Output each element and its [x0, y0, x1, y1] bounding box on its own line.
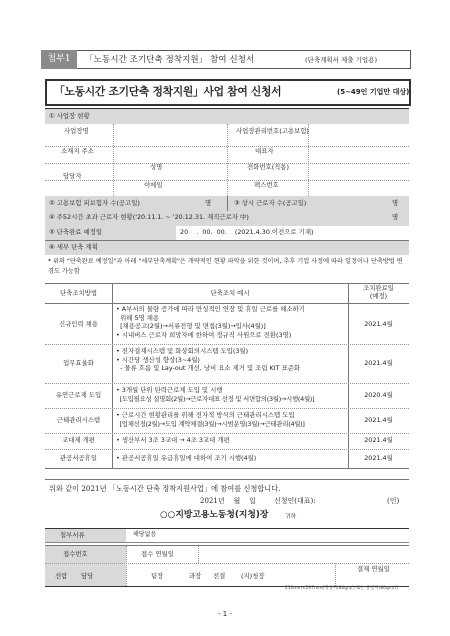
- insured-count-label: ② 고용보험 피보험자 수(공고일): [49, 199, 140, 207]
- receipt-date-label: 접수 연월일: [141, 550, 174, 558]
- section-business-status-title: ① 사업장 현황: [49, 112, 90, 120]
- fax-label: 팩스번호: [254, 181, 279, 189]
- plan-table: [45, 283, 409, 469]
- completion-date-label: ⑤ 단축완료 예정일: [49, 228, 103, 236]
- attachment-value: 해당없음: [133, 531, 157, 538]
- form-title-bar: [77, 50, 411, 69]
- insured-count-unit: 명: [205, 199, 212, 207]
- plan-row-examples: • 관공서공휴일 유급휴일에 대하여 조기 시행(4월): [116, 454, 257, 462]
- plan-row-examples: • 전자결재시스템 및 화상회의시스템 도입(3월) • 시간당 생산성 향상(3~4월) - 물류 흐름 및 Lay-out 개선, 낭비 요소 제거 및 조립 KIT 표준화: [116, 347, 301, 373]
- plan-row-examples: • A부서의 물량 증가에 따라 만성적인 연장 및 휴일 근로를 해소하기 위해 5명 채용 [채용공고(2월)→서류전형 및 면접(3월)→입사(4월)] • 시내버스 근로자 희망자에 한하여 정규직 사원으로 전환(3명): [116, 305, 305, 339]
- declaration-statement: 위와 같이 2021년 「노동시간 단축 정착지원사업」에 참여를 신청합니다.: [49, 484, 281, 493]
- paper-note: 210mm×297mm[백상지(80g/㎡) 또는 중질지(80g/㎡)]: [285, 586, 399, 591]
- plan-row-date: 2021.4월: [364, 359, 393, 367]
- plan-row-method: 근태관리시스템: [56, 416, 101, 424]
- plan-row-method: 유연근로제 도입: [55, 391, 102, 399]
- clerk-label: 선람: [55, 572, 68, 580]
- form-note: (단축계획서 제출 기업용): [305, 56, 377, 64]
- plan-row-date: 2021.4월: [364, 416, 393, 424]
- section-chief-label: 과장: [189, 572, 202, 580]
- plan-header-date: 조치완료일 (예정): [363, 284, 394, 301]
- attachment-tag-text: 첨부1: [47, 54, 71, 64]
- manager-label: 담당자: [63, 172, 82, 180]
- applicant-label: 신청인(대표):: [274, 497, 316, 505]
- manager-name-label: 성명: [150, 163, 163, 171]
- overtime-workers-unit: 명: [392, 213, 399, 221]
- plan-section-label: ⑥ 세부 단축 계획: [49, 243, 98, 251]
- section-plan: [45, 241, 409, 255]
- section-business-status: [45, 109, 409, 124]
- team-leader-label: 팀장: [151, 572, 164, 580]
- receipt-no-label: 접수번호: [63, 550, 88, 558]
- seal-mark: (인): [387, 497, 400, 505]
- plan-row-method: 관공서공휴일: [59, 454, 98, 462]
- plan-row-examples: • 근로시간 현황관리를 위해 전자적 방식의 근태관리시스템 도입 [업체선정(2월)→도입 계약체결(3월)→시범운영(3월)→근태관리(4월)]: [116, 411, 305, 428]
- plan-note: * 위의 "단축완료 예정일"과 아래 "세부단축계획"은 개략적인 현황 파악을 위한 것이며, 추후 기업 사정에 따라 일정이나 단축방법 변경도 가능함: [48, 258, 403, 275]
- overtime-workers-label: ④ 주52시간 초과 근로자 현황('20.11.1. ~ '20.12.31. 재직근로자 中): [49, 213, 249, 221]
- main-title-box: [45, 79, 411, 106]
- page-number: - 1 -: [218, 610, 232, 618]
- business-name-value[interactable]: [120, 127, 220, 137]
- receipt-block: [45, 545, 409, 587]
- business-reg-no-value[interactable]: [315, 127, 405, 137]
- plan-row-date: 2020.4월: [364, 391, 393, 399]
- regular-workers-label: ③ 상시 근로자 수(공고일): [234, 199, 307, 207]
- attachment-label: 첨부서류: [60, 531, 85, 539]
- regular-workers-unit: 명: [392, 199, 399, 207]
- plan-header-method: 단축조치방법: [59, 289, 98, 297]
- plan-row-method: 신규인력 채용: [58, 320, 99, 328]
- main-subtitle: (5~49인 기업만 대상): [337, 88, 410, 96]
- recipient-suffix: 귀하: [285, 514, 297, 520]
- business-reg-no-label: 사업장관리번호(고용보험): [236, 127, 309, 135]
- phone-label: 전화번호(직통): [247, 163, 290, 171]
- plan-row-date: 2021.4월: [364, 436, 393, 444]
- attachment-row: [45, 528, 409, 543]
- plan-row-method: 교대제 개편: [62, 436, 95, 444]
- approval-date-label: 결재 연월일: [357, 565, 390, 573]
- address-label: 소재지 주소: [61, 147, 94, 155]
- plan-row-examples: • 생산부서 3조 3교대 → 4조 3교대 개편: [116, 436, 230, 444]
- ceo-label: 대표자: [255, 147, 274, 155]
- decision-label: 전결: [213, 572, 226, 580]
- manager-email-label: 이메일: [144, 181, 163, 189]
- plan-header-examples: 단축조치 예시: [210, 289, 250, 297]
- plan-row-date: 2021.4월: [364, 320, 393, 328]
- main-title: 「노동시간 조기단축 정착지원」사업 참여 신청서: [54, 85, 282, 98]
- recipient: ○○지방고용노동청(지청)장: [160, 510, 269, 520]
- plan-row-date: 2021.4월: [364, 454, 393, 462]
- completion-date-value[interactable]: 20 . 00. 00. (2021.4.30.이전으로 기재): [180, 228, 314, 236]
- business-name-label: 사업장명: [64, 127, 89, 135]
- form-title: 「노동시간 조기단축 정착지원」 참여 신청서: [85, 55, 255, 65]
- plan-row-method: 업무효율화: [63, 359, 94, 367]
- plan-row-examples: • 3개월 단위 탄력근로제 도입 및 시행 [도입필요성 설명회(2월)→근로자대표 선정 및 서면합의(3월)→시행(4월)]: [116, 386, 315, 403]
- staff-label: 담당: [81, 572, 94, 580]
- attachment-tag: [41, 50, 77, 69]
- declaration-date: 2021년 월 일: [200, 497, 256, 505]
- branch-head-label: (지)청장: [241, 572, 265, 580]
